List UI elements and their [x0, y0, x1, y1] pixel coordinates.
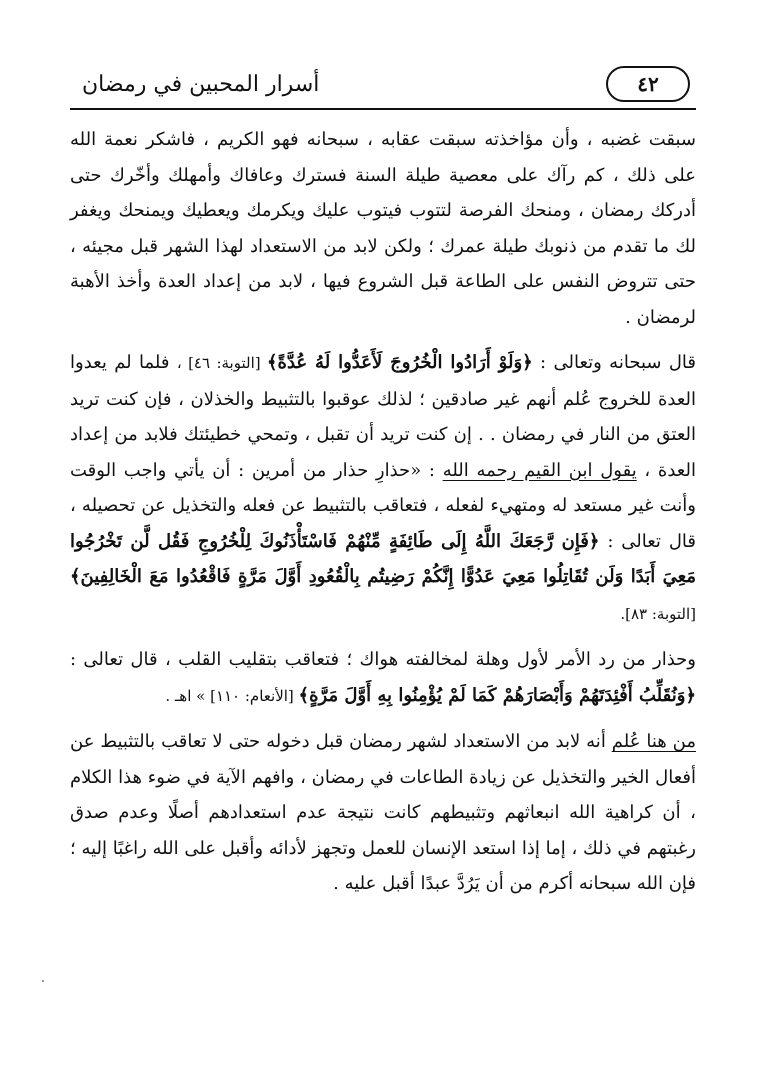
quran-verse-tawbah-46: ﴿وَلَوْ أَرَادُوا الْخُرُوجَ لَأَعَدُّوا لَهُ عُدَّةً﴾ — [266, 352, 533, 373]
verse-ref-tawbah-46: [التوبة: ٤٦] ، — [176, 354, 267, 372]
verse-ref-tawbah-83: [التوبة: ٨٣]. — [620, 604, 696, 623]
p4-text: أنه لابد من الاستعداد لشهر رمضان قبل دخوله حتى لا تعاقب بالتثبيط عن أفعال الخير والتخذيل عن زيادة الطاعات في رمضان ، وافهم الآية في ضوء هذا الكلام ، أن كراهية الله انبعاثهم وتثبيطهم كانت نتيجة عدم استعدادهم أصلًا وعدم صدق رغبتهم في ذلك ، إما إذا استعد الإنسان للعمل وتجهز لأدائه وأقبل على الله راغبًا إليه ؛ فإن الله سبحانه أكرم من أن يَرُدَّ عبدًا أقبل عليه . — [70, 731, 696, 894]
quran-verse-anam-110: ﴿وَنُقَلِّبُ أَفْئِدَتَهُمْ وَأَبْصَارَهُمْ كَمَا لَمْ يُؤْمِنُوا بِهِ أَوَّلَ مَرَّةٍ﴾ — [298, 684, 696, 706]
quran-verse-tawbah-83: ﴿فَإِن رَّجَعَكَ اللَّهُ إِلَى طَائِفَةٍ مِّنْهُمْ فَاسْتَأْذَنُوكَ لِلْخُرُوجِ فَقُل لَّن تَخْرُجُوا مَعِيَ أَبَدًا وَلَن تُقَاتِلُوا مَعِيَ عَدُوًّا إِنَّكُمْ رَضِيتُم بِالْقُعُودِ أَوَّلَ مَرَّةٍ فَاقْعُدُوا مَعَ الْخَالِفِينَ﴾ — [70, 530, 696, 587]
p2-text: فلما لم يعدوا العدة للخروج عُلم أنهم غير صادقين ؛ لذلك عوقبوا بالتثبيط والخذلان ، فإن كنت تريد العتق من النار في رمضان . . إن كنت تريد أن تقبل ، وتمحي خطيئتك فلابد من إعداد العدة ، — [70, 352, 696, 481]
paragraph-1: سبقت غضبه ، وأن مؤاخذته سبقت عقابه ، سبحانه فهو الكريم ، فاشكر نعمة الله على ذلك ، كم رآك على معصية طيلة السنة فسترك وعافاك وأمهلك وأخّرك حتى أدركك رمضان ، ومنحك الفرصة لتتوب فيتوب عليك ويكرمك ويعطيك ويمنحك ويغفر لك ما تقدم من ذنوبك طيلة عمرك ؛ ولكن لابد من الاستعداد لهذا الشهر قبل مجيئه ، حتى تتروض النفس على الطاعة قبل الشروع فيها ، لابد من إعداد العدة وأخذ الأهبة لرمضان . — [70, 129, 696, 328]
p2-intro: قال سبحانه وتعالى : — [532, 352, 696, 373]
p2-quote: : «حذارِ حذار من أمرين : أن يأتي واجب الوقت وأنت غير مستعد له ومتهيء لفعله ، فتعاقب بالتثبيط عن فعله والتخذيل عن تحصيله ، قال تعالى : — [70, 459, 696, 552]
ibn-qayyim-attribution: يقول ابن القيم رحمه الله — [442, 459, 637, 481]
scan-speck — [42, 980, 44, 982]
p3-text: وحذار من رد الأمر لأول وهلة لمخالفته هواك ؛ فتعاقب بتقليب القلب ، قال تعالى : — [70, 649, 696, 670]
page-number: ٤٢ — [637, 72, 659, 96]
paragraph-3 — [70, 642, 696, 714]
paragraph-4 — [70, 724, 696, 902]
verse-ref-anam-110: [الأنعام: ١١٠] » اهـ . — [165, 686, 299, 705]
p4-underlined-phrase: من هنا عُلم — [611, 731, 697, 752]
book-title: أسرار المحبين في رمضان — [82, 72, 320, 97]
header-divider — [70, 108, 696, 110]
paragraph-2 — [70, 345, 696, 632]
page-body — [70, 122, 696, 902]
page-number-badge — [606, 66, 690, 102]
page-header — [70, 62, 696, 110]
